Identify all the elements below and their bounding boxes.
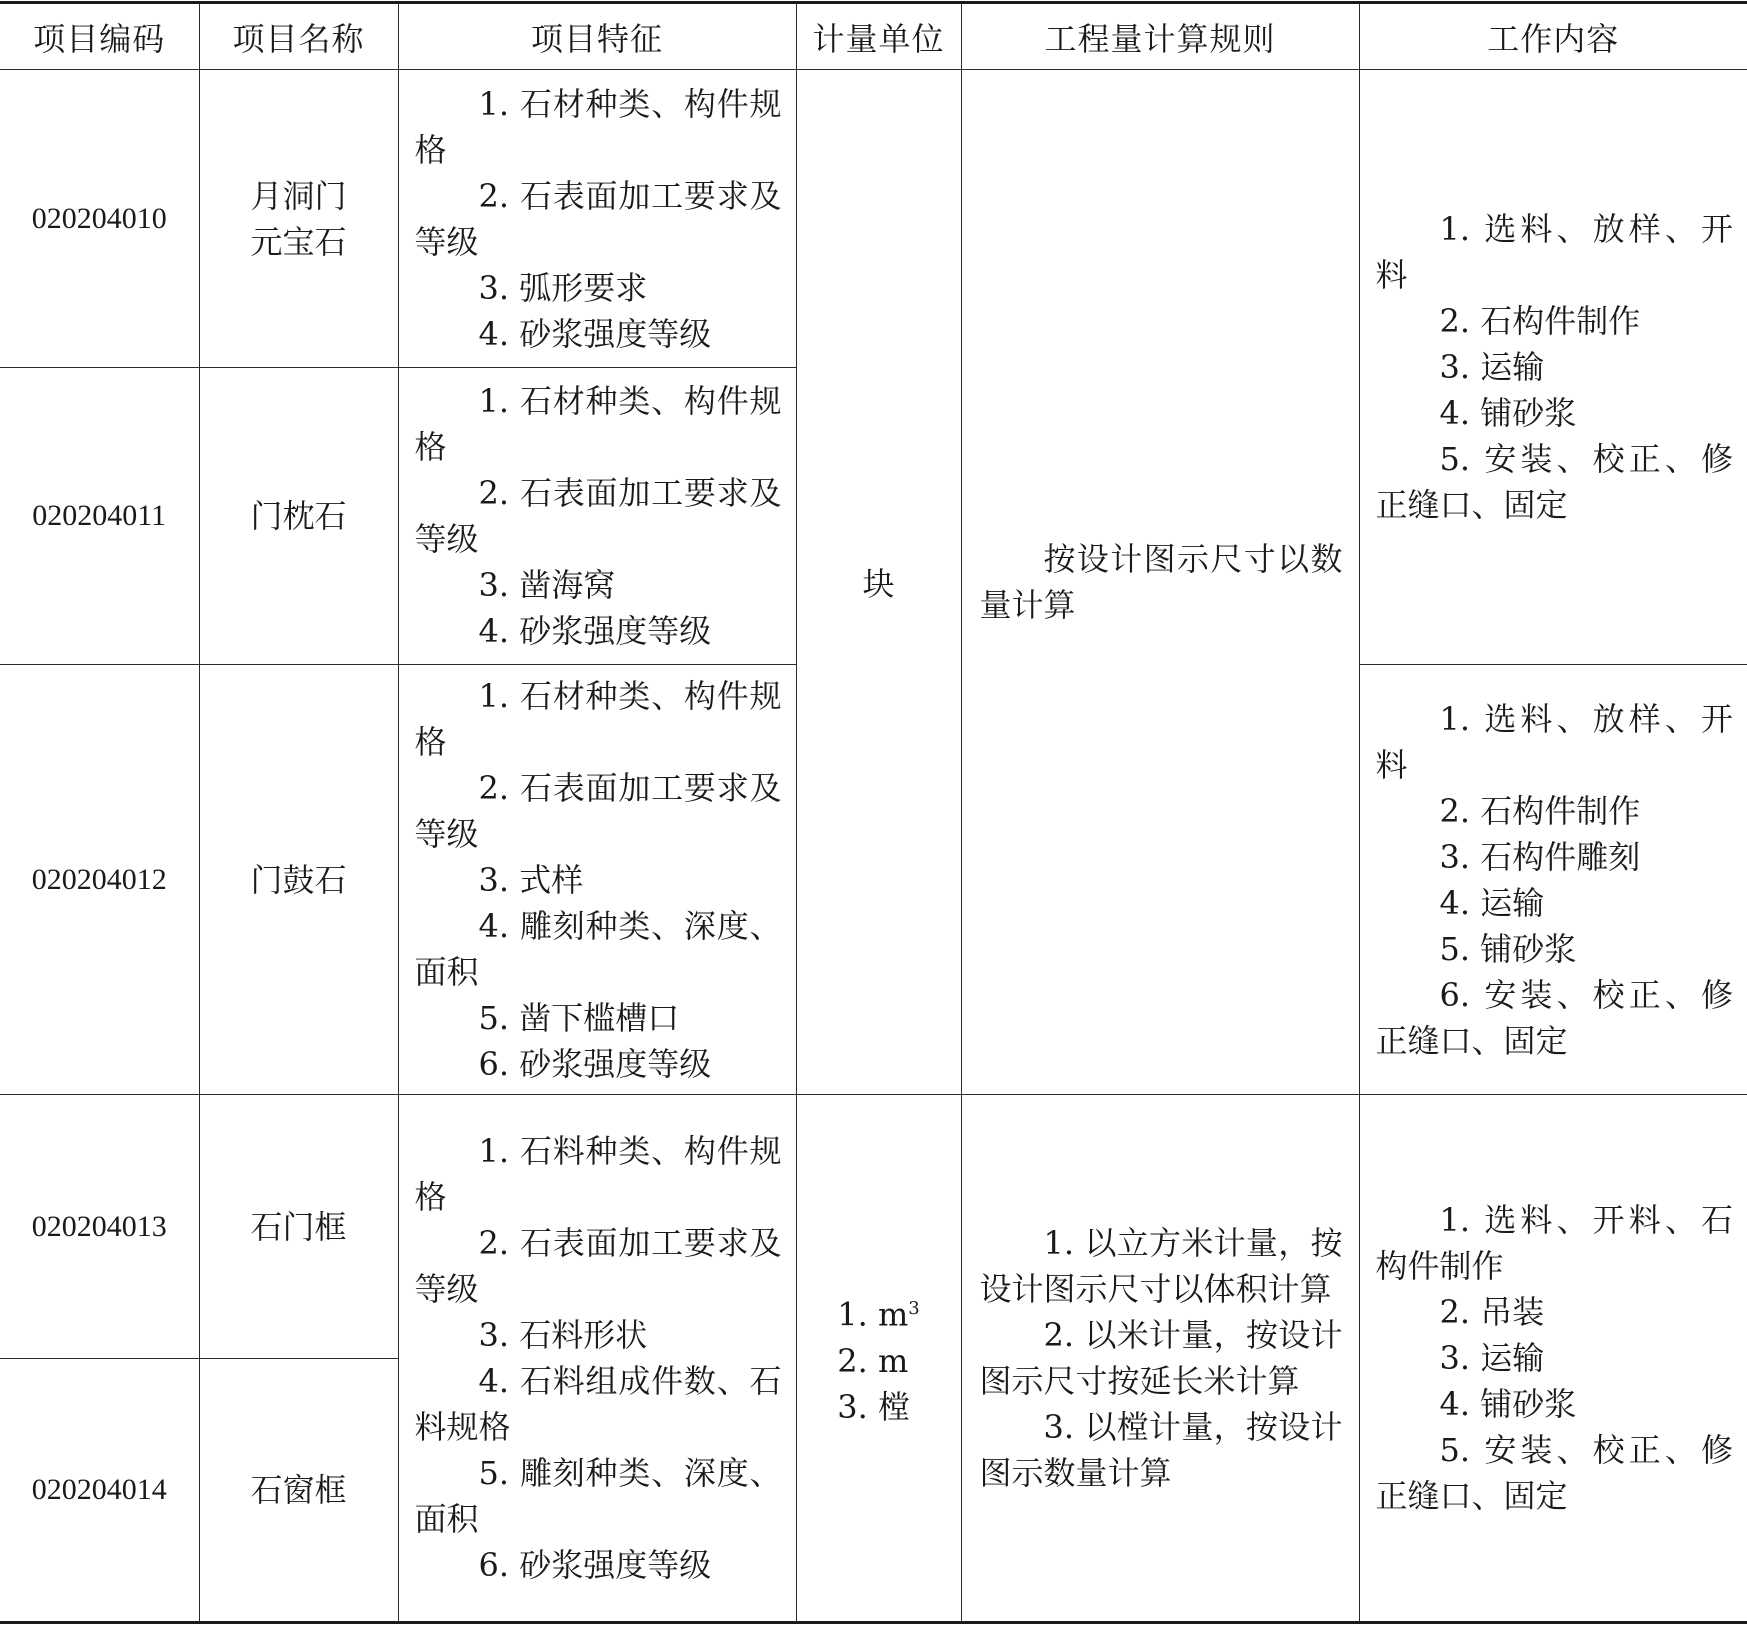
rule-line: 3. 以樘计量，按设计图示数量计算 [979, 1408, 1343, 1492]
work-content-a [1359, 70, 1747, 665]
item-name [199, 1359, 398, 1623]
header-name: 项目名称 [199, 3, 398, 70]
feature-line: 2. 石表面加工要求及等级 [414, 176, 782, 261]
unit-line: 1. $m^3$ [837, 1295, 920, 1334]
feature-line: 3. 弧形要求 [478, 268, 648, 307]
work-line: 2. 吊装 [1439, 1293, 1545, 1331]
rule-block [961, 70, 1359, 1095]
feature-line: 4. 雕刻种类、深度、面积 [414, 906, 782, 991]
work-line: 2. 石构件制作 [1439, 791, 1641, 830]
feature-line: 1. 石料种类、构件规格 [414, 1132, 782, 1216]
feature-line: 2. 石表面加工要求及等级 [414, 768, 782, 853]
work-line: 3. 运输 [1439, 1339, 1545, 1377]
header-unit: 计量单位 [796, 3, 961, 70]
unit-frame [796, 1095, 961, 1623]
feature-line: 5. 凿下槛槽口 [478, 998, 680, 1037]
header-rule: 工程量计算规则 [961, 3, 1359, 70]
item-code: 020204010 [0, 70, 199, 368]
work-line: 5. 铺砂浆 [1439, 929, 1577, 968]
item-name-line: 石窗框 [250, 1471, 347, 1509]
work-content-b [1359, 665, 1747, 1095]
work-line: 2. 石构件制作 [1439, 302, 1641, 340]
header-row [0, 3, 1747, 70]
item-code: 020204014 [0, 1359, 199, 1623]
feature-line: 6. 砂浆强度等级 [478, 1546, 712, 1584]
work-line: 6. 安装、校正、修正缝口、固定 [1375, 975, 1733, 1060]
item-name-line: 门鼓石 [250, 860, 347, 899]
item-name-line: 月洞门 [250, 176, 347, 215]
unit-block: 块 [796, 70, 961, 1095]
header-work: 工作内容 [1359, 3, 1747, 70]
feature-line: 3. 凿海窝 [478, 566, 616, 604]
rule-line: 2. 以米计量，按设计图示尺寸按延长米计算 [979, 1316, 1343, 1400]
feature-line: 2. 石表面加工要求及等级 [414, 474, 782, 558]
feature-line: 1. 石材种类、构件规格 [414, 84, 782, 169]
unit-line: 2. m [837, 1341, 909, 1380]
feature-line: 4. 砂浆强度等级 [478, 612, 712, 650]
work-line: 5. 安装、校正、修正缝口、固定 [1375, 1431, 1733, 1515]
item-name [199, 1095, 398, 1359]
work-line: 4. 铺砂浆 [1439, 1385, 1577, 1423]
work-line: 4. 运输 [1439, 883, 1545, 922]
work-line: 4. 铺砂浆 [1439, 394, 1577, 432]
frame-features [398, 1095, 796, 1623]
work-line: 5. 安装、校正、修正缝口、固定 [1375, 440, 1733, 524]
feature-line: 1. 石材种类、构件规格 [414, 676, 782, 761]
item-features [398, 70, 796, 368]
feature-line: 4. 石料组成件数、石料规格 [414, 1362, 782, 1446]
header-features: 项目特征 [398, 3, 796, 70]
work-content-c [1359, 1095, 1747, 1623]
feature-line: 3. 石料形状 [478, 1316, 648, 1354]
item-name [199, 70, 398, 368]
feature-line: 3. 式样 [478, 860, 584, 899]
table-row [0, 70, 1747, 368]
work-line: 3. 石构件雕刻 [1439, 837, 1641, 876]
item-features [398, 368, 796, 665]
feature-line: 2. 石表面加工要求及等级 [414, 1224, 782, 1308]
item-code: 020204011 [0, 368, 199, 665]
table-row [0, 1095, 1747, 1359]
item-name-line: 门枕石 [250, 497, 347, 535]
feature-line: 1. 石材种类、构件规格 [414, 382, 782, 466]
item-name [199, 665, 398, 1095]
work-line: 1. 选料、开料、石构件制作 [1375, 1201, 1733, 1285]
item-name-line: 石门框 [250, 1207, 347, 1246]
feature-line: 6. 砂浆强度等级 [478, 1044, 712, 1083]
item-features [398, 665, 796, 1095]
unit-line: 3. 樘 [837, 1387, 910, 1426]
work-line: 3. 运输 [1439, 348, 1545, 386]
rule-line: 1. 以立方米计量，按设计图示尺寸以体积计算 [979, 1224, 1343, 1308]
item-code: 020204012 [0, 665, 199, 1095]
work-line: 1. 选料、放样、开料 [1375, 210, 1733, 294]
bill-of-quantities-table [0, 1, 1747, 1624]
header-code: 项目编码 [0, 3, 199, 70]
rule-line: 按设计图示尺寸以数量计算 [979, 540, 1343, 624]
work-line: 1. 选料、放样、开料 [1375, 699, 1733, 784]
feature-line: 4. 砂浆强度等级 [478, 314, 712, 353]
item-name-line: 元宝石 [250, 222, 347, 261]
feature-line: 5. 雕刻种类、深度、面积 [414, 1454, 782, 1538]
rule-frame [961, 1095, 1359, 1623]
item-code: 020204013 [0, 1095, 199, 1359]
item-name [199, 368, 398, 665]
